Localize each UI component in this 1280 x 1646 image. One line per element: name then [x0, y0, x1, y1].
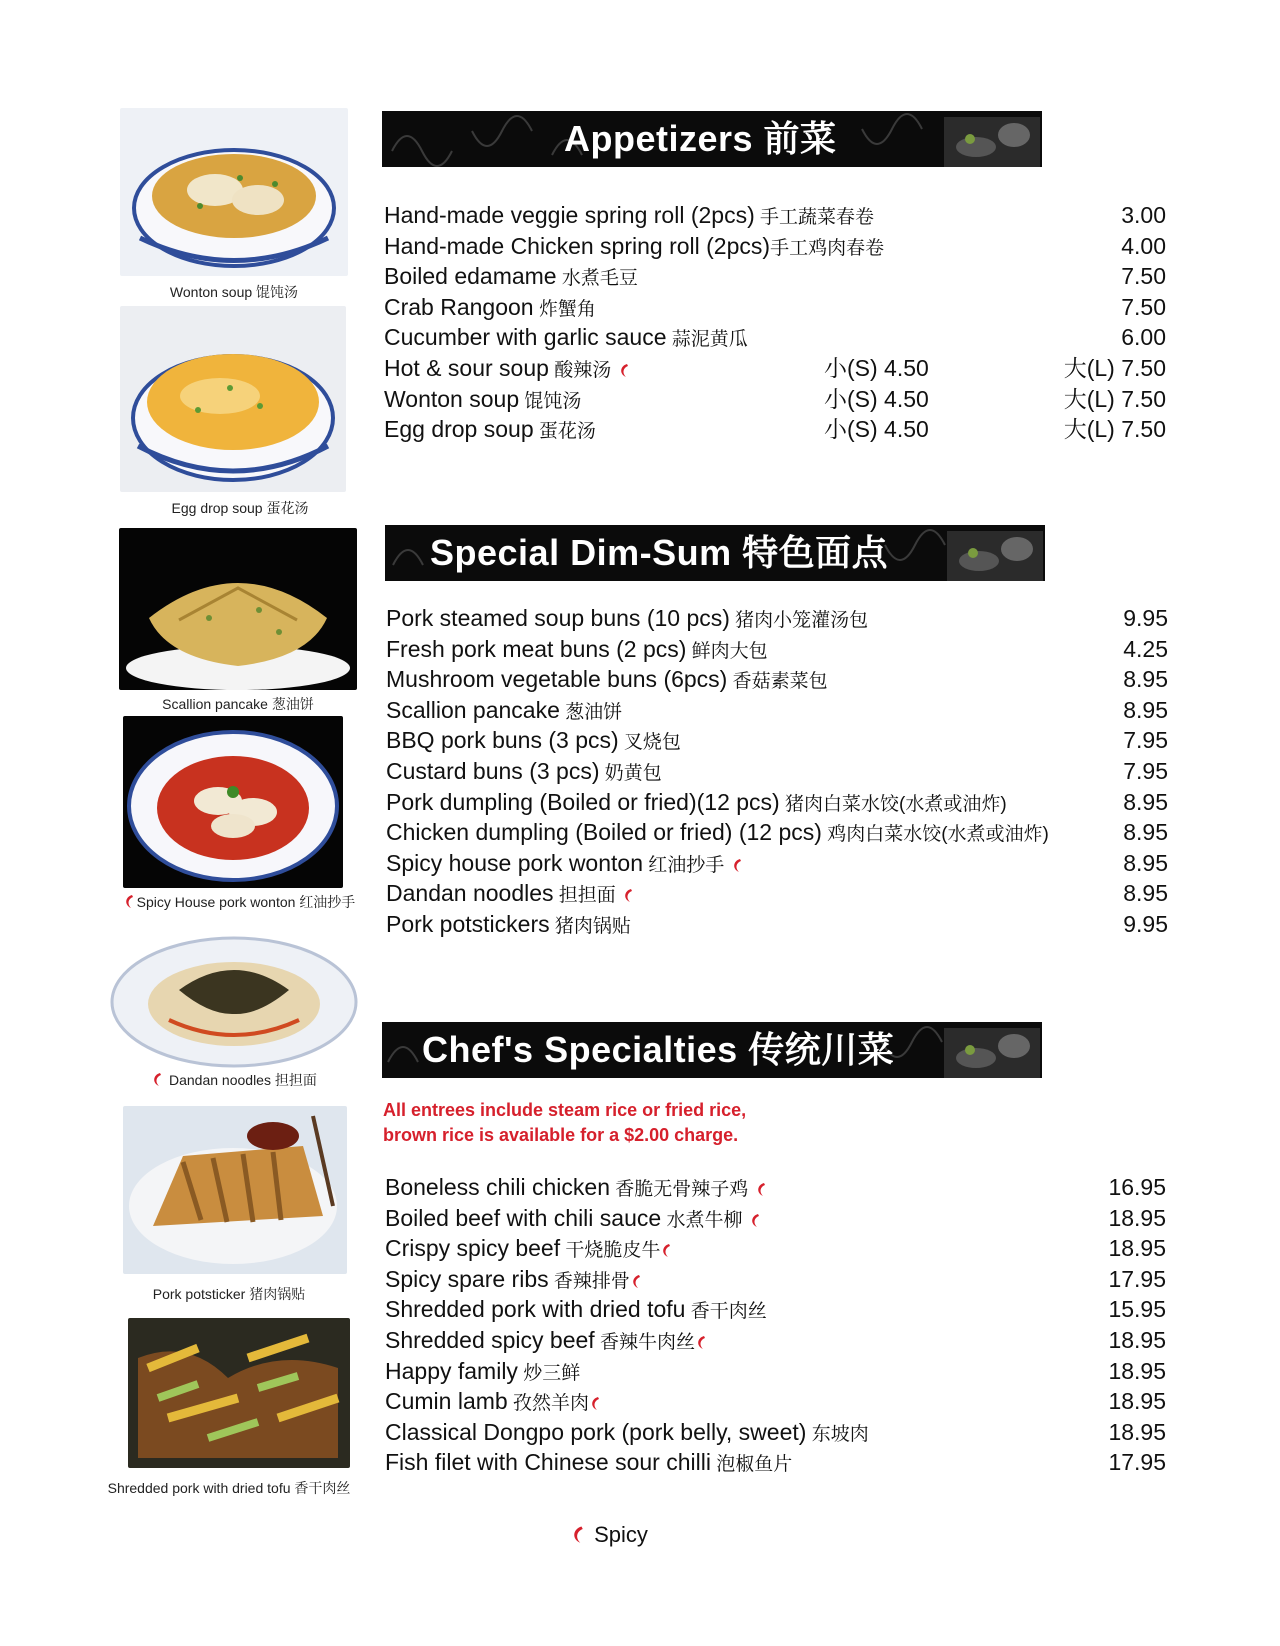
chili-pepper-icon [695, 1334, 709, 1350]
wonton-soup-image [120, 108, 348, 276]
chili-pepper-icon [570, 1524, 588, 1544]
menu-item: Wonton soup 馄饨汤 小(S) 4.50 大(L) 7.50 [384, 384, 1166, 415]
chili-pepper-icon [660, 1242, 674, 1258]
item-price: 18.95 [1108, 1204, 1166, 1231]
menu-item: Boneless chili chicken 香脆无骨辣子鸡 16.95 [385, 1172, 1166, 1203]
large-price: 大(L) 7.50 [1063, 416, 1166, 443]
menu-item: Custard buns (3 pcs) 奶黄包 7.95 [386, 756, 1168, 787]
item-price: 15.95 [1108, 1296, 1166, 1323]
chili-pepper-icon [618, 362, 632, 378]
item-price: 4.25 [1123, 635, 1168, 662]
menu-item: BBQ pork buns (3 pcs) 叉烧包 7.95 [386, 725, 1168, 756]
menu-item: Shredded pork with dried tofu 香干肉丝 15.95 [385, 1294, 1166, 1325]
chili-pepper-icon [123, 893, 137, 909]
item-price: 6.00 [1121, 324, 1166, 351]
menu-item: Pork dumpling (Boiled or fried)(12 pcs) 猪肉白菜水饺(水煮或油炸) 8.95 [386, 787, 1168, 818]
small-price: 小(S) 4.50 [824, 416, 929, 443]
menu-item: Crispy spicy beef 干烧脆皮牛 18.95 [385, 1233, 1166, 1264]
shredded-pork-image [128, 1318, 350, 1468]
chili-pepper-icon [622, 887, 636, 903]
note-line-1: All entrees include steam rice or fried rice, [383, 1100, 747, 1120]
item-price: 7.50 [1121, 293, 1166, 320]
item-price: 18.95 [1108, 1418, 1166, 1445]
teapot-icon [942, 1022, 1042, 1078]
menu-item: Chicken dumpling (Boiled or fried) (12 pcs) 鸡肉白菜水饺(水煮或油炸) 8.95 [386, 817, 1168, 848]
item-price: 8.95 [1123, 788, 1168, 815]
menu-item: Mushroom vegetable buns (6pcs) 香菇素菜包 8.95 [386, 664, 1168, 695]
menu-item: Dandan noodles 担担面 8.95 [386, 878, 1168, 909]
caption-pork-potsticker: Pork potsticker 猪肉锅贴 [152, 1286, 306, 1302]
item-price: 8.95 [1123, 880, 1168, 907]
item-price: 8.95 [1123, 819, 1168, 846]
caption-text: Spicy House pork wonton 红油抄手 [136, 894, 356, 910]
item-price: 9.95 [1123, 605, 1168, 631]
menu-item: Fish filet with Chinese sour chilli 泡椒鱼片 17.95 [385, 1447, 1166, 1478]
note-line-2: brown rice is available for a $2.00 charge. [383, 1125, 739, 1145]
menu-item: Shredded spicy beef 香辣牛肉丝 18.95 [385, 1325, 1166, 1356]
menu-item: Happy family 炒三鲜 18.95 [385, 1356, 1166, 1387]
caption-egg-drop-soup: Egg drop soup 蛋花汤 [171, 500, 309, 516]
menu-item: Hand-made Chicken spring roll (2pcs)手工鸡肉春卷 4.00 [384, 231, 1166, 262]
chili-pepper-icon [731, 857, 745, 873]
menu-item: Hot & sour soup 酸辣汤 小(S) 4.50 大(L) 7.50 [384, 353, 1166, 384]
appetizers-list [384, 200, 1166, 445]
caption-text: Dandan noodles 担担面 [169, 1072, 317, 1088]
legend-label: Spicy [594, 1522, 648, 1547]
spicy-wonton-image [123, 716, 343, 888]
item-price: 8.95 [1123, 696, 1168, 723]
photo-egg-drop-soup [120, 306, 346, 492]
chili-pepper-icon [151, 1071, 165, 1087]
chili-pepper-icon [755, 1181, 769, 1197]
photo-scallion-pancake [119, 528, 357, 690]
item-price: 18.95 [1108, 1388, 1166, 1415]
menu-item: Spicy spare ribs 香辣排骨 17.95 [385, 1264, 1166, 1295]
menu-item: Egg drop soup 蛋花汤 小(S) 4.50 大(L) 7.50 [384, 414, 1166, 445]
chef-banner [382, 1022, 1042, 1078]
chili-pepper-icon [749, 1212, 763, 1228]
item-price: 7.50 [1121, 263, 1166, 290]
menu-item: Crab Rangoon 炸蟹角 7.50 [384, 292, 1166, 323]
caption-spicy-wonton [114, 892, 364, 912]
egg-drop-soup-image [120, 306, 346, 492]
item-price: 18.95 [1108, 1326, 1166, 1353]
menu-item: Pork steamed soup buns (10 pcs) 猪肉小笼灌汤包 9.95 [386, 603, 1168, 634]
item-price: 4.00 [1121, 232, 1166, 259]
menu-item: Scallion pancake 葱油饼 8.95 [386, 695, 1168, 726]
menu-item: Boiled beef with chili sauce 水煮牛柳 18.95 [385, 1203, 1166, 1234]
section-title: Special Dim-Sum 特色面点 [430, 532, 889, 573]
menu-item: Spicy house pork wonton 红油抄手 8.95 [386, 848, 1168, 879]
item-price: 7.95 [1123, 727, 1168, 754]
section-title: Appetizers 前菜 [564, 118, 837, 159]
entree-note [383, 1098, 746, 1148]
photo-spicy-wonton [123, 716, 343, 888]
chili-pepper-icon [589, 1395, 603, 1411]
spicy-legend [570, 1522, 648, 1548]
menu-item: Cucumber with garlic sauce 蒜泥黄瓜 6.00 [384, 322, 1166, 353]
dimsum-banner [385, 525, 1045, 581]
caption-wonton-soup: Wonton soup 馄饨汤 [169, 284, 299, 300]
menu-item: Hand-made veggie spring roll (2pcs) 手工蔬菜春卷 3.00 [384, 200, 1166, 231]
item-price: 3.00 [1121, 202, 1166, 228]
teapot-icon [942, 111, 1042, 167]
small-price: 小(S) 4.50 [824, 385, 929, 412]
pork-potsticker-image [123, 1106, 347, 1274]
menu-item: Pork potstickers 猪肉锅贴 9.95 [386, 909, 1168, 940]
caption-dandan-noodles [109, 1070, 359, 1090]
menu-item: Cumin lamb 孜然羊肉 18.95 [385, 1386, 1166, 1417]
photo-pork-potsticker [123, 1106, 347, 1274]
chef-list [385, 1172, 1166, 1478]
item-price: 18.95 [1108, 1235, 1166, 1262]
photo-dandan-noodles [109, 920, 359, 1070]
item-price: 17.95 [1108, 1265, 1166, 1292]
photo-shredded-pork [128, 1318, 350, 1468]
teapot-icon [945, 525, 1045, 581]
item-price: 8.95 [1123, 666, 1168, 693]
item-price: 17.95 [1108, 1449, 1166, 1476]
chili-pepper-icon [630, 1273, 644, 1289]
item-price: 7.95 [1123, 757, 1168, 784]
menu-item: Boiled edamame 水煮毛豆 7.50 [384, 261, 1166, 292]
large-price: 大(L) 7.50 [1063, 385, 1166, 412]
item-price: 9.95 [1123, 910, 1168, 937]
menu-item: Fresh pork meat buns (2 pcs) 鲜肉大包 4.25 [386, 634, 1168, 665]
item-price: 18.95 [1108, 1357, 1166, 1384]
scallion-pancake-image [119, 528, 357, 690]
photo-wonton-soup [120, 108, 348, 276]
item-price: 8.95 [1123, 849, 1168, 876]
section-title: Chef's Specialties 传统川菜 [422, 1029, 895, 1070]
caption-shredded-pork: Shredded pork with dried tofu 香干肉丝 [107, 1480, 351, 1496]
menu-item: Classical Dongpo pork (pork belly, sweet) 东坡肉 18.95 [385, 1417, 1166, 1448]
small-price: 小(S) 4.50 [824, 354, 929, 381]
dimsum-list [386, 603, 1168, 940]
appetizers-banner [382, 111, 1042, 167]
large-price: 大(L) 7.50 [1063, 354, 1166, 381]
dandan-noodles-image [109, 920, 359, 1070]
item-price: 16.95 [1108, 1174, 1166, 1200]
caption-scallion-pancake: Scallion pancake 葱油饼 [162, 696, 314, 712]
